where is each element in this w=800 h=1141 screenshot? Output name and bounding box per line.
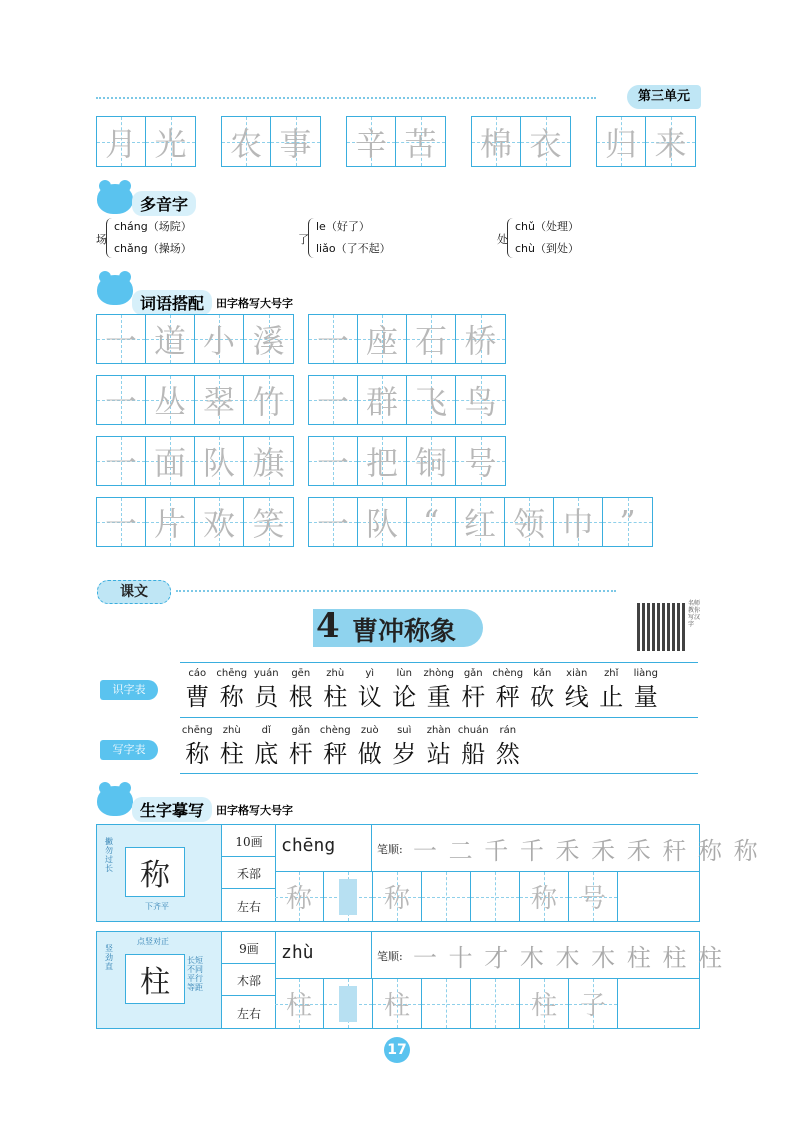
grid-cell[interactable]: [146, 376, 195, 424]
hanzi: 止: [599, 683, 624, 711]
hanzi: 柱: [219, 740, 244, 768]
char-column: [318, 668, 353, 712]
col-divider: [371, 932, 372, 978]
grid-cell[interactable]: [146, 437, 195, 485]
polyphone-reading: chǔ（处理）: [515, 220, 579, 233]
trace-char: 笑: [252, 505, 285, 543]
matching-phrase-grid: [308, 497, 653, 547]
model-panel: [97, 932, 222, 1028]
trace-char: 领: [512, 505, 545, 543]
ghost-stroke: [339, 986, 357, 1022]
grid-cell[interactable]: [407, 498, 456, 546]
matching-phrase-grid: [308, 314, 506, 364]
matching-title: 词语搭配: [132, 290, 212, 315]
grid-cell[interactable]: [358, 376, 407, 424]
hanzi: 重: [426, 683, 451, 711]
practice-cell[interactable]: [373, 872, 422, 921]
col-divider: [371, 825, 372, 871]
grid-cell[interactable]: [309, 315, 358, 363]
trace-char: “: [422, 503, 440, 541]
pinyin: gēn: [291, 668, 311, 679]
pinyin: zhù: [222, 725, 241, 736]
char-column: [249, 725, 284, 769]
trace-char: 衣: [529, 124, 562, 163]
practice-cell[interactable]: [373, 979, 422, 1028]
pinyin: rán: [499, 725, 517, 736]
grid-cell[interactable]: [358, 498, 407, 546]
grid-cell[interactable]: [456, 376, 505, 424]
grid-cell[interactable]: [505, 498, 554, 546]
trace-char: 一: [104, 322, 137, 360]
solid-char: 柱: [285, 991, 312, 1021]
trace-char: 光: [154, 124, 187, 163]
trace-char: 桥: [464, 322, 497, 360]
recognize-row: [180, 668, 663, 712]
pinyin: suì: [397, 725, 412, 736]
page-number: 17: [384, 1037, 410, 1063]
hanzi: 然: [495, 740, 520, 768]
char-column: [456, 668, 491, 712]
trace-char: 面: [153, 444, 186, 482]
header-dotted-rule: [96, 97, 596, 99]
hanzi: 站: [426, 740, 451, 768]
info-divider: [221, 963, 275, 964]
polyphone-entry: [497, 218, 687, 262]
trace-char: 小: [202, 322, 235, 360]
practice-cell[interactable]: [520, 872, 569, 921]
char-structure: 左右: [236, 1007, 261, 1021]
grid-cell[interactable]: [244, 315, 293, 363]
trace-char: 巾: [561, 505, 594, 543]
write-label: 写字表: [100, 740, 158, 760]
hanzi: 论: [392, 683, 417, 711]
word-grid: [596, 116, 696, 167]
pinyin: chuán: [457, 725, 489, 736]
grid-cell[interactable]: [97, 376, 146, 424]
grid-cell[interactable]: [646, 117, 695, 166]
practice-cell[interactable]: [569, 979, 618, 1028]
trace-char: 柱: [383, 991, 410, 1021]
qr-caption: 名师教你写汉字: [688, 600, 701, 628]
brace-icon: [308, 218, 315, 258]
stroke-order-label: 笔顺:: [377, 950, 403, 963]
grid-cell[interactable]: [309, 498, 358, 546]
copy-title: 生字摹写: [132, 797, 212, 822]
char-column: [284, 668, 319, 712]
pinyin: gǎn: [463, 668, 483, 679]
grid-cell[interactable]: [456, 437, 505, 485]
trace-char: 欢: [202, 505, 235, 543]
polyphone-reading: liǎo（了不起）: [316, 242, 391, 255]
monkey-icon: [97, 275, 133, 305]
trace-char: 群: [365, 383, 398, 421]
trace-char: 来: [654, 124, 687, 163]
grid-cell[interactable]: [244, 437, 293, 485]
hanzi: 议: [357, 683, 382, 711]
trace-char: 飞: [414, 383, 447, 421]
pinyin: chèng: [492, 668, 524, 679]
lesson-title: 曹冲称象: [352, 617, 457, 647]
practice-cell[interactable]: [569, 872, 618, 921]
stroke-ghost-cell: [324, 872, 373, 921]
trace-char: 称: [530, 884, 557, 914]
kewen-label: 课文: [97, 580, 171, 604]
pinyin: zhǐ: [604, 668, 619, 679]
trace-char: 红: [463, 505, 496, 543]
polyphone-reading: chǎng（操场）: [114, 242, 192, 255]
lesson-number: 4: [316, 606, 340, 646]
grid-cell[interactable]: [97, 117, 146, 166]
grid-cell[interactable]: [146, 498, 195, 546]
hanzi: 员: [254, 683, 279, 711]
pinyin: zhù: [326, 668, 345, 679]
grid-cell[interactable]: [407, 376, 456, 424]
trace-char: 苦: [404, 124, 437, 163]
grid-cell[interactable]: [597, 117, 646, 166]
char-radical: 木部: [236, 974, 261, 988]
grid-cell[interactable]: [554, 498, 603, 546]
grid-cell[interactable]: [195, 376, 244, 424]
char-column: [180, 668, 215, 712]
char-column: [215, 725, 250, 769]
trace-char: 柱: [530, 991, 557, 1021]
grid-cell[interactable]: [244, 498, 293, 546]
info-divider: [221, 995, 275, 996]
model-char-cell: [125, 847, 185, 897]
char-column: [318, 725, 353, 769]
hanzi: 柱: [323, 683, 348, 711]
writing-tip: 撇勿过长: [105, 837, 113, 873]
pinyin: zhòng: [423, 668, 454, 679]
hanzi: 秤: [495, 683, 520, 711]
unit-tab: 第三单元: [627, 85, 701, 109]
hanzi: 根: [288, 683, 313, 711]
polyphone-reading: le（好了）: [316, 220, 370, 233]
trace-char: 铜: [414, 444, 447, 482]
trace-char: 农: [229, 124, 262, 163]
char-column: [456, 725, 491, 769]
char-column: [249, 668, 284, 712]
brace-icon: [106, 218, 113, 258]
pinyin: yì: [365, 668, 375, 679]
matching-subtitle: 田字格写大号字: [216, 297, 293, 310]
trace-char: 道: [153, 322, 186, 360]
matching-phrase-grid: [96, 436, 294, 486]
grid-cell[interactable]: [195, 498, 244, 546]
polyphone-char: 处: [497, 233, 508, 246]
practice-cell[interactable]: [471, 979, 520, 1028]
trace-char: 号: [579, 884, 606, 914]
recognize-label: 识字表: [100, 680, 158, 700]
char-strokes: 10画: [235, 835, 263, 849]
pinyin: yuán: [253, 668, 279, 679]
info-divider: [221, 888, 275, 889]
write-table-row: [180, 725, 525, 769]
polyphone-entry: [298, 218, 488, 262]
copy-box: [96, 824, 760, 922]
trace-char: 竹: [252, 383, 285, 421]
hanzi: 杆: [461, 683, 486, 711]
writing-tip: 点竖对正: [137, 937, 169, 946]
matching-phrase-grid: [96, 375, 294, 425]
char-column: [387, 725, 422, 769]
write-bottom-rule: [180, 773, 698, 774]
word-grid: [96, 116, 196, 167]
pinyin-writing: chēng: [281, 835, 336, 856]
pinyin: zhàn: [426, 725, 451, 736]
trace-char: 归: [604, 124, 637, 163]
polyphone-title: 多音字: [132, 191, 196, 216]
recognize-top-rule: [180, 662, 698, 663]
char-column: [387, 668, 422, 712]
trace-char: 丛: [153, 383, 186, 421]
practice-cell[interactable]: [422, 979, 471, 1028]
pinyin: dǐ: [261, 725, 271, 736]
grid-cell[interactable]: [97, 437, 146, 485]
hanzi: 秤: [323, 740, 348, 768]
polyphone-char: 了: [298, 233, 309, 246]
grid-cell[interactable]: [472, 117, 521, 166]
matching-phrase-grid: [96, 314, 294, 364]
trace-char: 一: [316, 505, 349, 543]
brace-icon: [507, 218, 514, 258]
stroke-ghost-cell: [324, 979, 373, 1028]
trace-char: 座: [365, 322, 398, 360]
pinyin: lùn: [396, 668, 412, 679]
char-column: [353, 668, 388, 712]
trace-char: 翠: [202, 383, 235, 421]
char-radical: 禾部: [236, 867, 261, 881]
grid-cell[interactable]: [396, 117, 445, 166]
trace-char: 一: [104, 444, 137, 482]
char-column: [422, 668, 457, 712]
char-column: [284, 725, 319, 769]
model-char: 柱: [140, 965, 170, 1000]
ghost-stroke: [339, 879, 357, 915]
grid-cell[interactable]: [456, 315, 505, 363]
char-column: [422, 725, 457, 769]
grid-cell[interactable]: [222, 117, 271, 166]
solid-char-cell: [275, 979, 324, 1028]
grid-cell[interactable]: [358, 315, 407, 363]
trace-char: 称: [383, 884, 410, 914]
pinyin: gǎn: [291, 725, 311, 736]
trace-char: 一: [104, 505, 137, 543]
word-grid: [471, 116, 571, 167]
practice-cell[interactable]: [422, 872, 471, 921]
grid-cell[interactable]: [146, 315, 195, 363]
char-column: [353, 725, 388, 769]
trace-char: 一: [316, 383, 349, 421]
matching-phrase-grid: [96, 497, 294, 547]
trace-char: 一: [316, 444, 349, 482]
trace-char: 把: [365, 444, 398, 482]
grid-cell[interactable]: [244, 376, 293, 424]
hanzi: 底: [254, 740, 279, 768]
stroke-order: 一 二 千 千 禾 禾 禾 秆 称 称: [413, 837, 760, 865]
hanzi: 线: [564, 683, 589, 711]
trace-char: 事: [279, 124, 312, 163]
char-structure: 左右: [236, 900, 261, 914]
char-column: [491, 668, 526, 712]
recognize-bottom-rule: [180, 717, 698, 718]
trace-char: 一: [316, 322, 349, 360]
qr-code-icon[interactable]: [637, 603, 685, 651]
trace-char: 溪: [252, 322, 285, 360]
hanzi: 岁: [392, 740, 417, 768]
pinyin-writing: zhù: [281, 942, 314, 963]
hanzi: 称: [185, 740, 210, 768]
grid-cell[interactable]: [407, 437, 456, 485]
matching-phrase-grid: [308, 375, 506, 425]
grid-cell[interactable]: [603, 498, 652, 546]
bird-icon: [97, 786, 133, 816]
trace-char: ”: [619, 503, 636, 541]
copy-box: [96, 931, 725, 1029]
char-column: [560, 668, 595, 712]
trace-char: 鸟: [464, 383, 497, 421]
writing-tip: 下齐平: [145, 902, 169, 911]
polyphone-readings: [114, 216, 192, 260]
word-grid: [346, 116, 446, 167]
trace-char: 月: [104, 124, 137, 163]
polyphone-reading: chù（到处）: [515, 242, 579, 255]
trace-char: 棉: [479, 124, 512, 163]
trace-char: 旗: [252, 444, 285, 482]
char-column: [594, 668, 629, 712]
hanzi: 做: [357, 740, 382, 768]
practice-cell[interactable]: [471, 872, 520, 921]
trace-char: 石: [414, 322, 447, 360]
stroke-order-label: 笔顺:: [377, 843, 403, 856]
trace-char: 片: [153, 505, 186, 543]
writing-tip: 竖劲直: [105, 944, 113, 971]
grid-cell[interactable]: [407, 315, 456, 363]
word-grid: [221, 116, 321, 167]
pinyin: cáo: [188, 668, 207, 679]
grid-cell[interactable]: [309, 376, 358, 424]
char-column: [525, 668, 560, 712]
grid-cell[interactable]: [195, 437, 244, 485]
trace-char: 子: [579, 991, 606, 1021]
trace-char: 队: [365, 505, 398, 543]
grid-cell[interactable]: [358, 437, 407, 485]
grid-cell[interactable]: [195, 315, 244, 363]
trace-char: 一: [104, 383, 137, 421]
char-column: [180, 725, 215, 769]
matching-phrase-grid: [308, 436, 506, 486]
grid-cell[interactable]: [309, 437, 358, 485]
solid-char: 称: [285, 884, 312, 914]
pinyin: chēng: [216, 668, 248, 679]
grid-cell[interactable]: [271, 117, 320, 166]
trace-char: 号: [464, 444, 497, 482]
info-divider: [221, 856, 275, 857]
pinyin: chēng: [181, 725, 213, 736]
pinyin: chèng: [319, 725, 351, 736]
hanzi: 称: [219, 683, 244, 711]
polyphone-entry: [96, 218, 286, 262]
lesson-dotted-rule: [176, 590, 616, 592]
hanzi: 砍: [530, 683, 555, 711]
hanzi: 杆: [288, 740, 313, 768]
grid-cell[interactable]: [347, 117, 396, 166]
pinyin: kǎn: [533, 668, 552, 679]
grid-cell[interactable]: [97, 498, 146, 546]
polyphone-reading: cháng（场院）: [114, 220, 192, 233]
char-column: [491, 725, 526, 769]
writing-cells: [275, 979, 618, 1028]
trace-char: 辛: [354, 124, 387, 163]
writing-tip: 长短不同 平行等距: [187, 956, 203, 992]
pinyin: liàng: [633, 668, 658, 679]
char-column: [629, 668, 664, 712]
copy-subtitle: 田字格写大号字: [216, 804, 293, 817]
char-column: [215, 668, 250, 712]
polyphone-char: 场: [96, 233, 107, 246]
hanzi: 船: [461, 740, 486, 768]
frog-icon: [97, 184, 133, 214]
hanzi: 量: [633, 683, 658, 711]
hanzi: 曹: [185, 683, 210, 711]
trace-char: 队: [202, 444, 235, 482]
polyphone-readings: [316, 216, 391, 260]
grid-cell[interactable]: [146, 117, 195, 166]
solid-char-cell: [275, 872, 324, 921]
practice-cell[interactable]: [520, 979, 569, 1028]
grid-cell[interactable]: [521, 117, 570, 166]
pinyin: xiàn: [566, 668, 588, 679]
polyphone-readings: [515, 216, 579, 260]
pinyin: zuò: [360, 725, 379, 736]
grid-cell[interactable]: [456, 498, 505, 546]
char-strokes: 9画: [239, 942, 259, 956]
stroke-order: 一 十 才 木 木 木 柱 柱 柱: [413, 944, 725, 972]
model-panel: [97, 825, 222, 921]
grid-cell[interactable]: [97, 315, 146, 363]
writing-cells: [275, 872, 618, 921]
model-char-cell: [125, 954, 185, 1004]
model-char: 称: [140, 858, 170, 893]
